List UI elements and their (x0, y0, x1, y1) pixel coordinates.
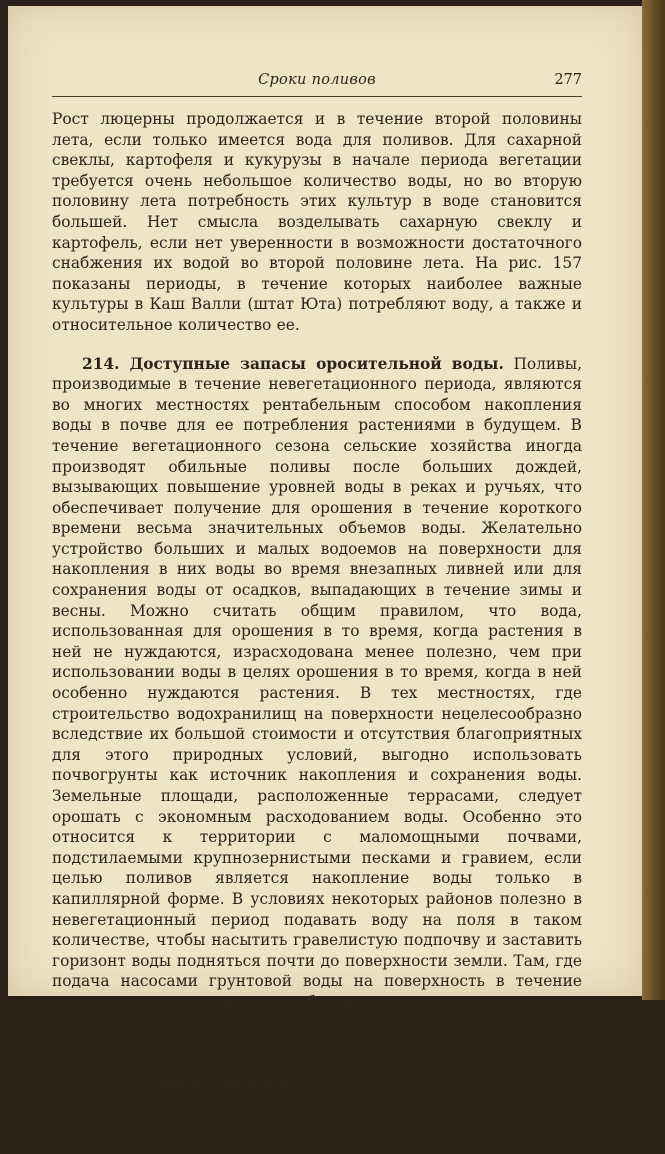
paragraph-text: Рост люцерны продолжается и в течение второй половины лета, если только имеется вода для поливов. Для сахарной свеклы, картофеля и кукурузы в начале периода вегетации требуется очень небольшое количество воды, но во вторую половину лета потребность этих культур в воде становится большей. Нет смысла возделывать сахарную свеклу и картофель, если нет уверенности в возможности достаточного снабжения их водой во второй половине лета. На рис. 157 показаны периоды, в течение которых наиболее важные культуры в Каш Валли (штат Юта) потребляют воду, а также и относительное количество ее. (52, 110, 582, 334)
section-title: 215. Осенние поливы. (82, 1072, 294, 1091)
section-title: 214. Доступные запасы оросительной воды. (82, 354, 504, 373)
book-spine-edge (642, 0, 665, 1000)
body-text (52, 109, 582, 1154)
running-title: Сроки поливов (258, 72, 376, 88)
page-number: 277 (554, 72, 582, 88)
book-page (8, 6, 642, 1153)
section-214 (52, 354, 582, 1054)
paragraph-text: Потребность в осенних поливах земель, на которых выращиваются такие однолетние культуры, как колосовые, картофель, сахарная свекла, бобовые, горох, определяется (52, 1072, 582, 1153)
paragraph-alfalfa (52, 109, 582, 336)
page-header (52, 70, 582, 97)
paragraph-text: Поливы, производимые в течение невегетационного периода, являются во многих местностях рентабельным способом накопления воды в почве для ее потребления растениями в будущем. В течение вегетационного сезона сельские хозяйства иногда производят обильные поливы после больших дождей, вызывающих повышение уровней воды в реках и ручьях, что обеспечивает получение для орошения в течение короткого времени весьма значительных объемов воды. Желательно устройство больших и малых водоемов на поверхности для накопления в них воды во время внезапных ливней или для сохранения воды от осадков, выпадающих в течение зимы и весны. Можно считать общим правилом, что вода, использованная для орошения в то время, когда растения в ней не нуждаются, израсходована менее полезно, чем при использовании воды в целях орошения в то время, когда в ней особенно нуждаются растения. В тех местностях, где строительство водохранилищ на поверхности нецелесообразно вследствие их большой стоимости и отсутствия благоприятных для этого природных условий, выгодно использовать почвогрунты как источник накопления и сохранения воды. Земельные площади, расположенные террасами, следует орошать с экономным расходованием воды. Особенно это относится к территории с маломощными почвами, подстилаемыми крупнозернистыми песками и гравием, если целью поливов является накопление воды только в капиллярной форме. В условиях некоторых районов полезно в невегетационный период подавать воду на поля в таком количестве, чтобы насытить гравелистую подпочву и заставить горизонт воды подняться почти до поверхности земли. Там, где подача насосами грунтовой воды на поверхность в течение поливного сезона нецелесообразна, чрезмерные поливы в невегетационный период могут причинить значительный вред, заболотить почву. (52, 354, 582, 1053)
section-215 (52, 1072, 582, 1154)
